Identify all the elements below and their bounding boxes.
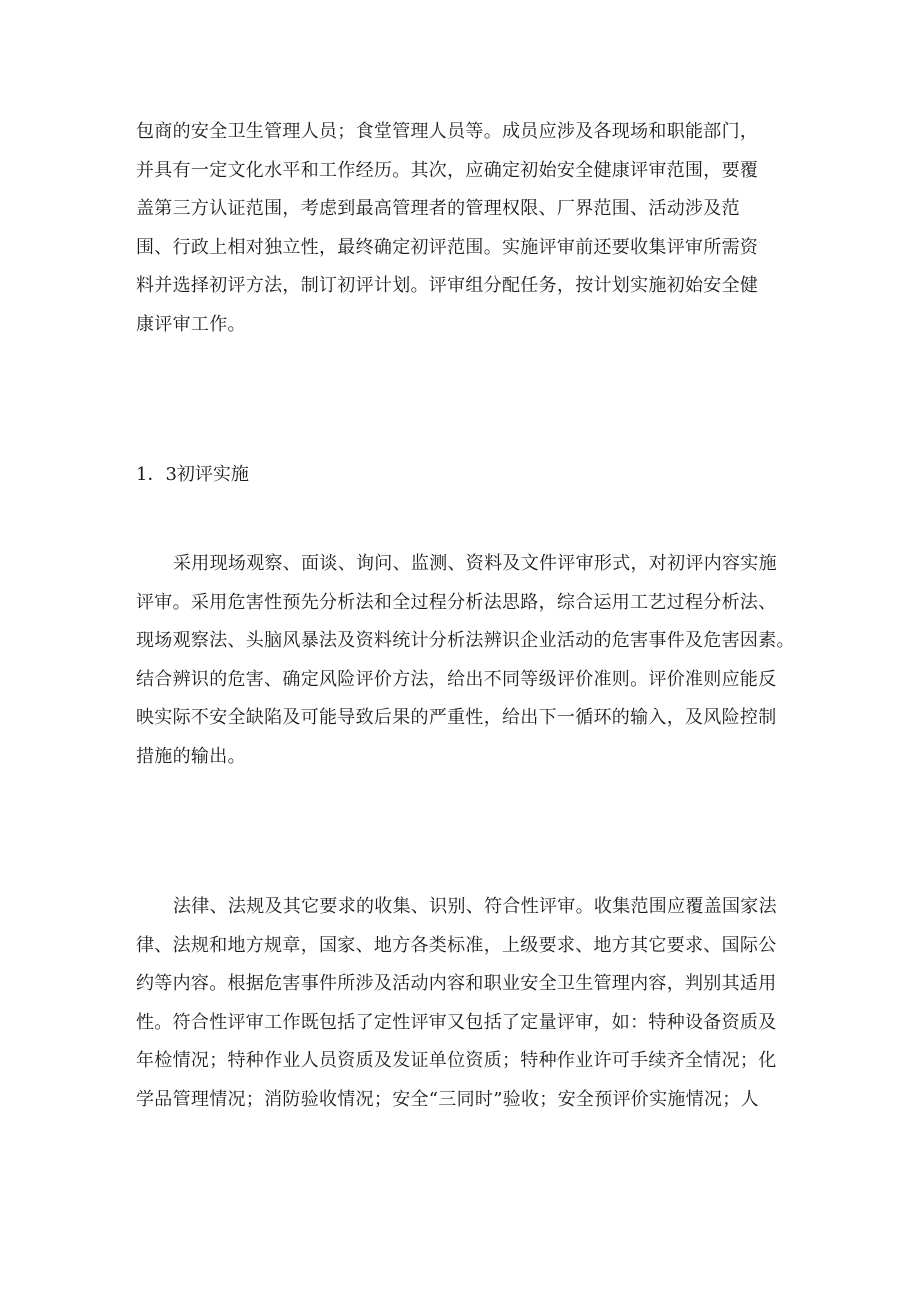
section-heading: 1．3初评实施: [136, 464, 249, 485]
text-line: 年检情况；特种作业人员资质及发证单位资质；特种作业许可手续齐全情况；化: [136, 1050, 777, 1071]
text-line: 包商的安全卫生管理人员；食堂管理人员等。成员应涉及各现场和职能部门，: [136, 121, 759, 142]
text-line: 律、法规和地方规章，国家、地方各类标准，上级要求、地方其它要求、国际公: [136, 934, 777, 956]
text-line: 结合辨识的危害、确定风险评价方法，给出不同等级评价准则。评价准则应能反: [136, 668, 777, 690]
text-line: 措施的输出。: [136, 745, 246, 767]
text-line: 并具有一定文化水平和工作经历。其次，应确定初始安全健康评审范围，要覆: [136, 159, 759, 181]
paragraph-initial-review: [136, 545, 796, 776]
text-line: 采用现场观察、面谈、询问、监测、资料及文件评审形式，对初评内容实施: [173, 553, 777, 574]
text-line: 法律、法规及其它要求的收集、识别、符合性评审。收集范围应覆盖国家法: [173, 896, 777, 917]
text-line: 性。符合性评审工作既包括了定性评审又包括了定量评审，如：特种设备资质及: [136, 1011, 777, 1033]
text-line: 康评审工作。: [136, 313, 246, 335]
paragraph-continuation: [136, 113, 796, 344]
text-line: 盖第三方认证范围，考虑到最高管理者的管理权限、厂界范围、活动涉及范: [136, 198, 740, 219]
text-line: 围、行政上相对独立性，最终确定初评范围。实施评审前还要收集评审所需资: [136, 236, 759, 258]
paragraph-legal-review: [136, 888, 796, 1119]
text-line: 评审。采用危害性预先分析法和全过程分析法思路，综合运用工艺过程分析法、: [136, 591, 777, 613]
text-line: 料并选择初评方法，制订初评计划。评审组分配任务，按计划实施初始安全健: [136, 275, 759, 296]
text-line: 映实际不安全缺陷及可能导致后果的严重性，给出下一循环的输入，及风险控制: [136, 707, 777, 728]
text-line: 学品管理情况；消防验收情况；安全“三同时”验收；安全预评价实施情况；人: [136, 1088, 759, 1110]
text-line: 约等内容。根据危害事件所涉及活动内容和职业安全卫生管理内容，判别其适用: [136, 973, 777, 994]
text-line: 现场观察法、头脑风暴法及资料统计分析法辨识企业活动的危害事件及危害因素。: [136, 630, 795, 651]
